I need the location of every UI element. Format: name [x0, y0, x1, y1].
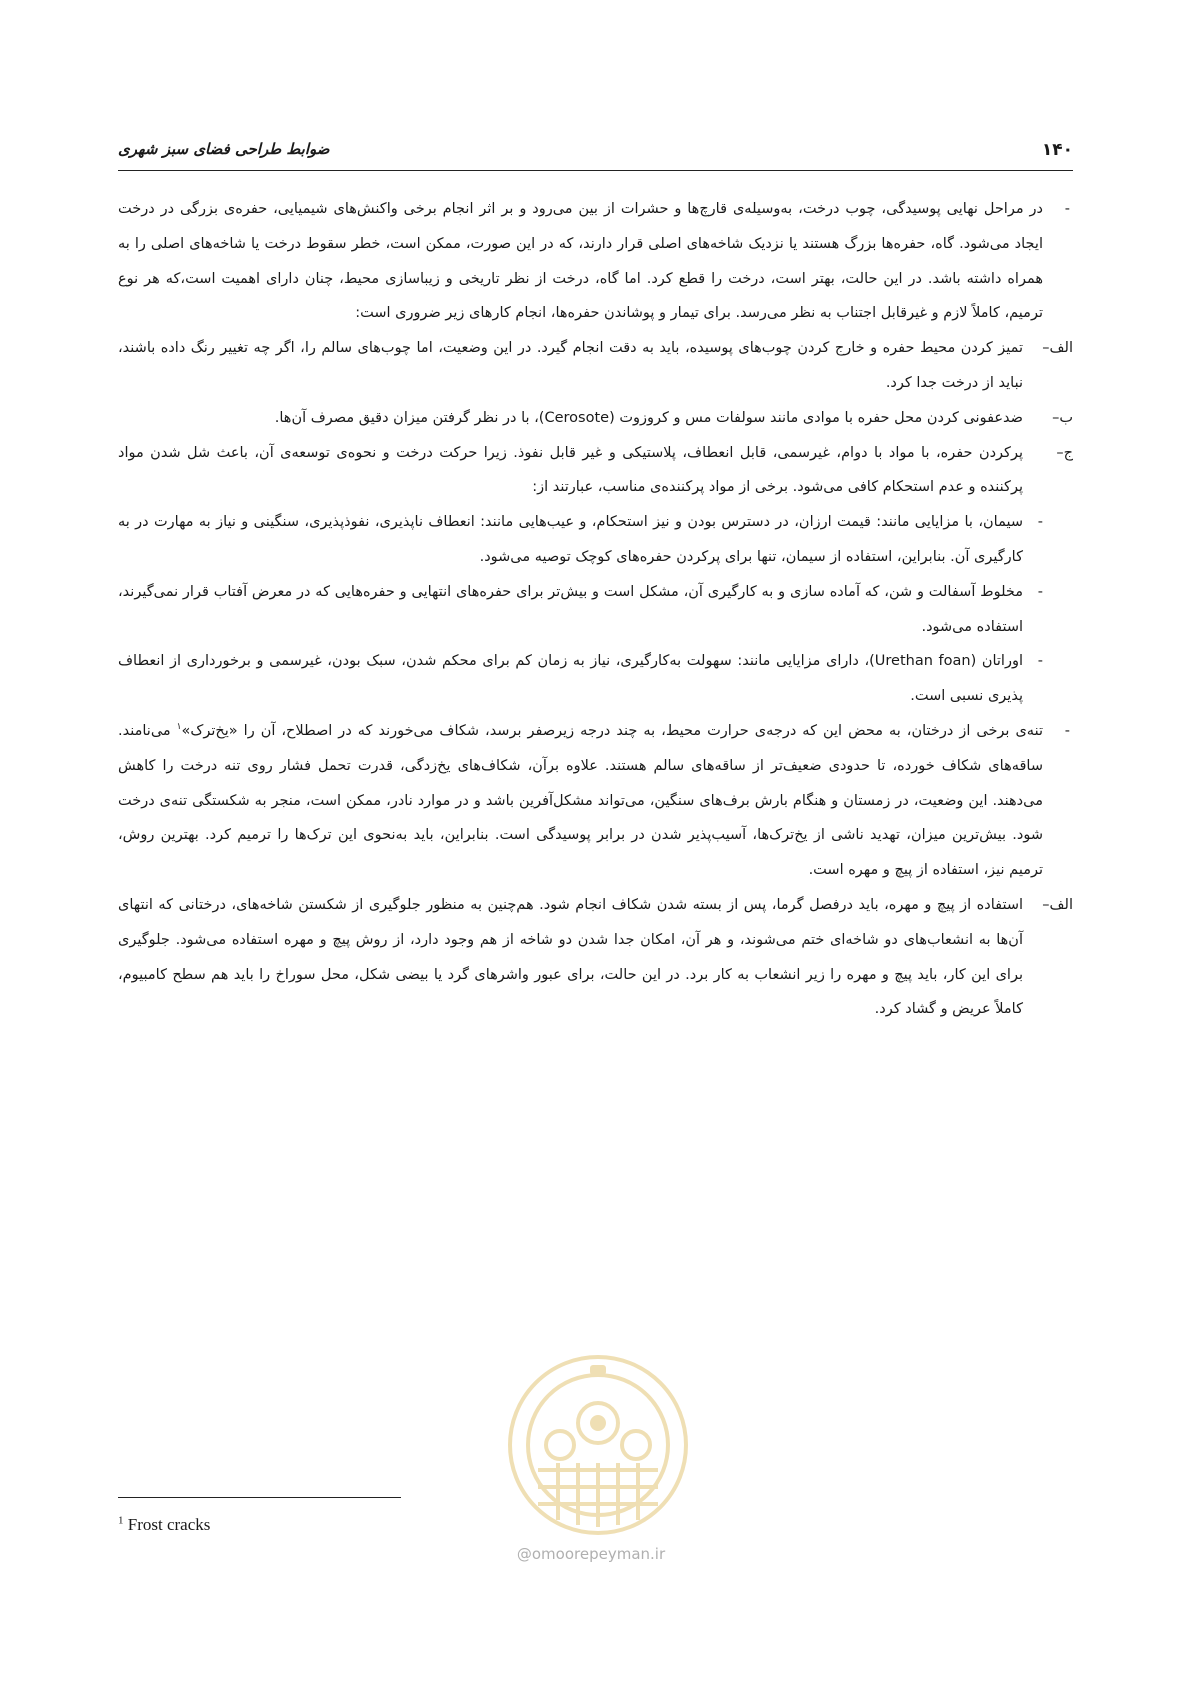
paragraph-cavity-decay	[118, 192, 1073, 331]
paragraph-subitem-asphalt	[118, 575, 1073, 645]
paragraph-item-be	[118, 401, 1073, 436]
footnote-text: Frost cracks	[127, 1515, 211, 1534]
footnote	[118, 1515, 210, 1535]
paragraph-item-jim	[118, 436, 1073, 506]
paragraph-text: تمیز کردن محیط حفره و خارج کردن چوب‌های پوسیده، باید به دقت انجام گیرد. در این وضعیت، اما چوب‌های سالم را، اگر چه تغییر رنگ داده باشند، نباید از درخت جدا کرد.	[118, 340, 1023, 391]
paragraph-subitem-cement	[118, 505, 1073, 575]
paragraph-subitem-urethane	[118, 644, 1073, 714]
watermark-url: @omoorepeyman.ir	[516, 1545, 666, 1563]
item-marker: الف–	[1042, 340, 1073, 357]
dash-marker: -	[1037, 514, 1043, 531]
item-marker: الف–	[1042, 896, 1073, 913]
dash-marker: -	[1037, 653, 1043, 670]
paragraph-text: استفاده از پیچ و مهره، باید درفصل گرما، پس از بسته شدن شکاف انجام شود. هم‌چنین به منظور جلوگیری از شکستن شاخه‌های، درختانی که انتهای آن‌ها به انشعاب‌های دو شاخه‌ای ختم می‌شوند، و هر آن، امکان جدا شدن دو شاخه از هم وجود دارد، از روش پیچ و مهره استفاده می‌شود. جلوگیری برای این کار، باید پیچ و مهره را زیر انشعاب به کار برد. در این حالت، برای عبور واشرهای گرد یا بیضی شکل، محل سوراخ را باید هم سطح کامبیوم، کاملاً عریض و گشاد کرد.	[118, 896, 1023, 1018]
dash-marker: -	[1064, 201, 1070, 217]
item-marker: ب–	[1052, 409, 1073, 426]
footnote-reference[interactable]: ۱	[176, 722, 182, 733]
item-marker: ج–	[1056, 444, 1073, 461]
footnote-divider	[118, 1497, 401, 1498]
paragraph-text: پرکردن حفره، با مواد با دوام، غیرسمی، قابل انعطاف، پلاستیکی و غیر قابل نفوذ. زیرا حرکت درخت و نحوه‌ی توسعه‌ی آن، باعث شل شدن مواد پرکننده و عدم استحکام کافی می‌شود. برخی از مواد پرکننده‌ی مناسب، عبارتند از:	[118, 444, 1023, 496]
running-header	[118, 140, 1073, 171]
paragraph-text-after: می‌نامند. ساقه‌های شکاف خورده، تا حدودی ضعیف‌تر از ساقه‌های سالم هستند. علاوه برآن، شکاف‌های یخ‌زدگی، قدرت تحمل فشار روی تنه درخت را کاهش می‌دهند. این وضعیت، در زمستان و هنگام بارش برف‌های سنگین، می‌تواند مشکل‌آفرین باشد و در موارد نادر، ممکن است، منجر به شکستگی تنه‌ی درخت شود. بیش‌ترین میزان، تهدید ناشی از یخ‌ترک‌ها، آسیب‌پذیر شدن در برابر پوسیدگی است. بنابراین، باید به‌نحوی این ترک‌ها را ترمیم کرد. بهترین روش، ترمیم نیز، استفاده از پیچ و مهره است.	[118, 722, 1043, 879]
paragraph-item-alef	[118, 331, 1073, 401]
body-text	[118, 192, 1073, 1027]
paragraph-text: سیمان، با مزایایی مانند: قیمت ارزان، در دسترس بودن و نیز استحکام، و عیب‌هایی مانند: انعطاف ناپذیری، نفوذپذیری، سنگینی و نیاز به مهارت در به کارگیری آن. بنابراین، استفاده از سیمان، تنها برای پرکردن حفره‌های کوچک توصیه می‌شود.	[118, 514, 1023, 565]
paragraph-text-before: تنه‌ی برخی از درختان، به محض این که درجه‌ی حرارت محیط، به چند درجه زیرصفر برسد، شکاف می‌خورند که در اصطلاح، آن را «یخ‌ترک»	[181, 722, 1043, 739]
paragraph-text: در مراحل نهایی پوسیدگی، چوب درخت، به‌وسیله‌ی قارچ‌ها و حشرات از بین می‌رود و بر اثر انجام برخی واکنش‌های شیمیایی، حفره‌ی بزرگی در درخت ایجاد می‌شود. گاه، حفره‌ها بزرگ هستند یا نزدیک شاخه‌های اصلی قرار دارند، که در این صورت، ممکن است، خطر سقوط درخت یا شاخه‌های اصلی را به همراه داشته باشد. در این حالت، بهتر است، درخت را قطع کرد. اما گاه، درخت از نظر تاریخی و زیباسازی محیط، چنان دارای اهمیت است،که هر نوع ترمیم، کاملاً لازم و غیرقابل اجتناب به نظر می‌رسد. برای تیمار و پوشاندن حفره‌ها، انجام کارهای زیر ضروری است:	[118, 201, 1043, 322]
dash-marker: -	[1064, 722, 1070, 739]
dash-marker: -	[1037, 583, 1043, 600]
paragraph-text: ضدعفونی کردن محل حفره با موادی مانند سولفات مس و کروزوت (Cerosote)، با در نظر گرفتن میزان دقیق مصرف آن‌ها.	[274, 409, 1023, 426]
footnote-number: 1	[118, 1514, 124, 1527]
paragraph-frost-cracks	[118, 714, 1073, 888]
paragraph-text: اوراتان (Urethan foan)، دارای مزایایی مانند: سهولت به‌کارگیری، نیاز به زمان کم برای محکم شدن، سبک بودن، غیرسمی و برخورداری از انعطاف پذیری نسبی است.	[118, 653, 1023, 705]
watermark-logo-icon	[498, 1345, 698, 1545]
running-title: ضوابط طراحی فضای سبز شهری	[118, 140, 330, 158]
page-number: ۱۴۰	[1041, 140, 1073, 160]
paragraph-text: مخلوط آسفالت و شن، که آماده سازی و به کارگیری آن، مشکل است و بیش‌تر برای حفره‌های انتهایی و حفره‌هایی که در معرض آفتاب قرار نمی‌گیرند، استفاده می‌شود.	[118, 583, 1023, 635]
paragraph-item-alef-bolts	[118, 888, 1073, 1027]
